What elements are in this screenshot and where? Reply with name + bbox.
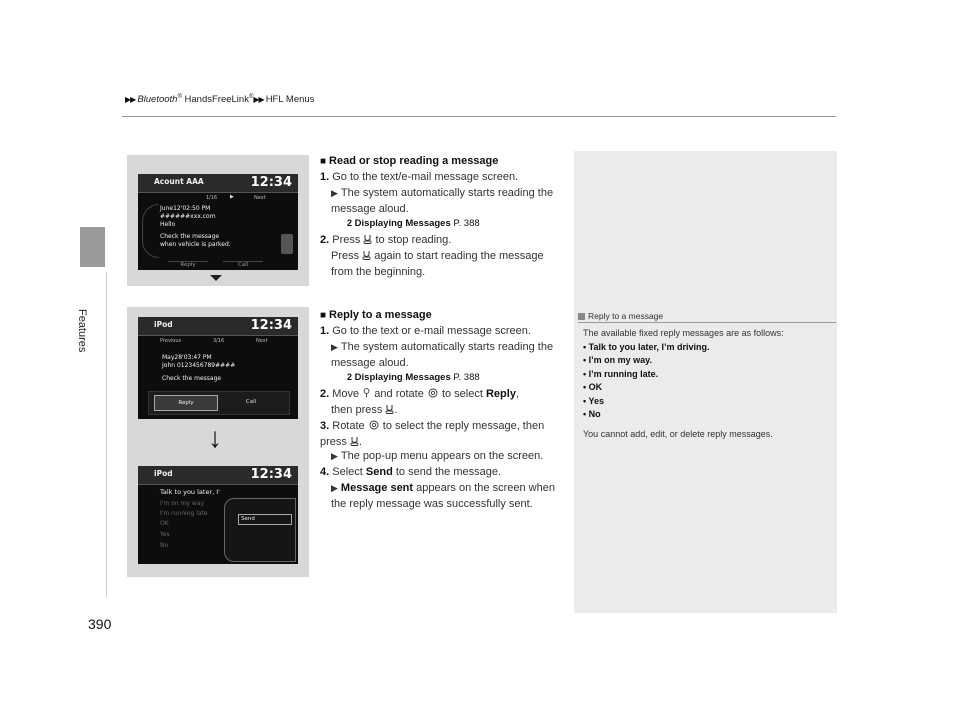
note-list-item: • No bbox=[583, 409, 601, 419]
talk-button-icon bbox=[363, 234, 372, 244]
reply-option-selected[interactable]: Talk to you later, I' bbox=[160, 488, 220, 496]
xref-page: P. 388 bbox=[453, 218, 480, 229]
note-list-item: • I’m running late. bbox=[583, 368, 659, 379]
registered-mark-2: ® bbox=[248, 94, 254, 100]
note-item-text: No bbox=[588, 409, 601, 419]
breadcrumb-arrow-icon: ▶▶ bbox=[125, 95, 136, 105]
reply-step-3-result bbox=[331, 448, 566, 464]
breadcrumb bbox=[125, 94, 314, 105]
note-item-text: Talk to you later, I’m driving. bbox=[588, 341, 710, 352]
xref-icon: 2 bbox=[347, 218, 353, 228]
result-arrow-icon: ▶ bbox=[331, 342, 338, 352]
screenshot-read-message bbox=[127, 155, 309, 286]
read-step-1-result bbox=[331, 185, 561, 217]
step-text: , bbox=[515, 388, 520, 400]
note-intro: The available fixed reply messages are as follows: bbox=[583, 328, 784, 338]
xref-displaying-messages[interactable] bbox=[347, 372, 480, 383]
note-body bbox=[583, 327, 833, 441]
breadcrumb-hfl-menus: HFL Menus bbox=[265, 94, 315, 106]
message-sent-keyword: Message sent bbox=[340, 482, 414, 494]
message-line: when vehicle is parked. bbox=[160, 241, 231, 248]
send-keyword: Send bbox=[365, 466, 393, 478]
step-text: . bbox=[394, 404, 398, 416]
reply-keyword: Reply bbox=[485, 388, 516, 400]
screenshot-reply-message bbox=[127, 307, 309, 577]
xref-displaying-messages[interactable] bbox=[347, 218, 480, 229]
screen-title: iPod bbox=[154, 320, 173, 329]
down-arrow-icon bbox=[210, 275, 222, 281]
reply-button[interactable]: Reply bbox=[154, 395, 218, 411]
step-number: 1. bbox=[320, 171, 330, 183]
step-number: 4. bbox=[320, 466, 330, 478]
message-line: Check the message bbox=[162, 375, 222, 382]
screen-clock: 12:34 bbox=[250, 318, 292, 333]
send-popup bbox=[224, 498, 296, 562]
step-text: Go to the text/e-mail message screen. bbox=[332, 171, 519, 183]
registered-mark: ® bbox=[177, 94, 182, 100]
screen-title: Acount AAA bbox=[154, 177, 204, 186]
side-divider bbox=[106, 272, 107, 597]
call-button[interactable]: Call bbox=[245, 399, 257, 405]
interface-dial-icon bbox=[427, 388, 439, 398]
call-button[interactable]: Call bbox=[223, 261, 263, 268]
joystick-icon bbox=[362, 388, 371, 398]
screen-clock: 12:34 bbox=[250, 467, 292, 482]
note-list-item: • Yes bbox=[583, 395, 605, 406]
note-title bbox=[578, 311, 663, 321]
reply-option[interactable]: I'm running late bbox=[160, 510, 208, 517]
talk-button-icon bbox=[362, 250, 371, 260]
play-icon: ▶ bbox=[230, 194, 234, 200]
reply-option[interactable]: I'm on my way bbox=[160, 500, 204, 507]
breadcrumb-handsfreelink: HandsFreeLink bbox=[184, 94, 249, 106]
reply-step-1-result bbox=[331, 339, 561, 371]
side-tab-label: Features bbox=[76, 309, 88, 353]
step-number: 2. bbox=[320, 234, 330, 246]
message-line: Check the message bbox=[160, 233, 220, 240]
step-text: to stop reading. bbox=[375, 234, 452, 246]
step-text: Press bbox=[331, 250, 360, 262]
breadcrumb-arrow-icon: ▶▶ bbox=[253, 95, 264, 105]
heading-text: Reply to a message bbox=[329, 309, 432, 321]
step-text: to select bbox=[441, 388, 483, 400]
previous-label: Previous bbox=[160, 338, 182, 344]
note-item-text: I’m on my way. bbox=[588, 355, 653, 365]
reply-step-3 bbox=[320, 418, 565, 450]
header-rule bbox=[122, 116, 836, 117]
breadcrumb-bluetooth: Bluetooth bbox=[137, 94, 178, 106]
xref-icon: 2 bbox=[347, 372, 353, 382]
step-text: Press bbox=[332, 234, 361, 246]
reply-step-2-continued bbox=[331, 402, 561, 418]
result-text: The system automatically starts reading the message aloud. bbox=[331, 341, 554, 369]
side-tab bbox=[80, 227, 105, 267]
step-text: to send the message. bbox=[395, 466, 502, 478]
screen-panel bbox=[138, 174, 298, 270]
section-heading-reply: ■ Reply to a message bbox=[320, 309, 432, 321]
send-button[interactable]: Send bbox=[238, 514, 292, 525]
screen-panel bbox=[138, 466, 298, 564]
result-text: appears on the screen when the reply message was successfully sent. bbox=[331, 482, 555, 510]
step-number: 3. bbox=[320, 420, 330, 432]
message-line: June12'02:50 PM bbox=[160, 205, 211, 212]
result-arrow-icon: ▶ bbox=[331, 188, 338, 198]
heading-text: Read or stop reading a message bbox=[329, 155, 499, 167]
note-marker-icon bbox=[578, 313, 585, 320]
message-line: Hello bbox=[160, 221, 176, 228]
next-label: Next bbox=[254, 195, 266, 201]
note-item-text: OK bbox=[588, 382, 603, 392]
note-item-text: I’m running late. bbox=[588, 368, 659, 379]
step-text: again to start reading the message from the beginning. bbox=[331, 250, 544, 278]
note-title-text: Reply to a message bbox=[588, 311, 664, 321]
result-arrow-icon: ▶ bbox=[331, 451, 338, 461]
step-number: 1. bbox=[320, 325, 330, 337]
step-text: Select bbox=[332, 466, 363, 478]
step-text: . bbox=[358, 436, 363, 448]
dial-arc bbox=[142, 204, 159, 258]
down-arrow-icon: ↓ bbox=[208, 422, 222, 453]
result-arrow-icon: ▶ bbox=[331, 483, 338, 493]
result-text: The pop-up menu appears on the screen. bbox=[340, 450, 544, 462]
message-line: ######xxx.com bbox=[160, 213, 216, 220]
note-rule bbox=[578, 322, 836, 323]
read-step-2-continued bbox=[331, 248, 561, 280]
step-text: Go to the text or e-mail message screen. bbox=[332, 325, 531, 337]
next-label: Next bbox=[256, 338, 268, 344]
xref-label: Displaying Messages bbox=[354, 372, 451, 383]
step-text: then press bbox=[331, 404, 383, 416]
reply-step-1 bbox=[320, 323, 570, 339]
step-number: 2. bbox=[320, 388, 330, 400]
reply-button[interactable]: Reply bbox=[168, 261, 208, 268]
talk-button-icon bbox=[350, 436, 359, 446]
screen-clock: 12:34 bbox=[250, 175, 292, 190]
message-line: May28'03:47 PM bbox=[162, 354, 212, 361]
volume-icon bbox=[281, 234, 293, 254]
reply-option[interactable]: OK bbox=[160, 520, 169, 527]
page-number: 390 bbox=[88, 616, 112, 632]
reply-step-4 bbox=[320, 464, 570, 480]
interface-dial-icon bbox=[368, 420, 380, 430]
read-step-1 bbox=[320, 169, 570, 185]
step-text: to select the reply message, then press bbox=[320, 420, 545, 448]
step-text: Rotate bbox=[332, 420, 365, 432]
message-line: John 0123456789#### bbox=[162, 362, 236, 369]
read-step-2 bbox=[320, 232, 570, 248]
message-counter: 1/16 bbox=[206, 195, 218, 201]
xref-label: Displaying Messages bbox=[354, 218, 451, 229]
step-text: Move bbox=[332, 388, 360, 400]
note-list-item: • I’m on my way. bbox=[583, 355, 653, 365]
result-text: The system automatically starts reading the message aloud. bbox=[331, 187, 554, 215]
note-list-item: • Talk to you later, I’m driving. bbox=[583, 341, 710, 352]
note-item-text: Yes bbox=[588, 395, 605, 406]
note-list-item: • OK bbox=[583, 382, 603, 392]
screen-title: iPod bbox=[154, 469, 173, 478]
reply-option[interactable]: No bbox=[160, 542, 169, 549]
reply-step-2 bbox=[320, 386, 570, 402]
section-heading-read: ■ Read or stop reading a message bbox=[320, 155, 499, 167]
message-counter: 3/16 bbox=[213, 338, 225, 344]
reply-option[interactable]: Yes bbox=[160, 531, 170, 538]
note-footer: You cannot add, edit, or delete reply messages. bbox=[583, 428, 773, 439]
step-text: and rotate bbox=[374, 388, 424, 400]
screen-panel bbox=[138, 317, 298, 419]
reply-step-4-result bbox=[331, 480, 559, 512]
xref-page: P. 388 bbox=[453, 372, 480, 383]
